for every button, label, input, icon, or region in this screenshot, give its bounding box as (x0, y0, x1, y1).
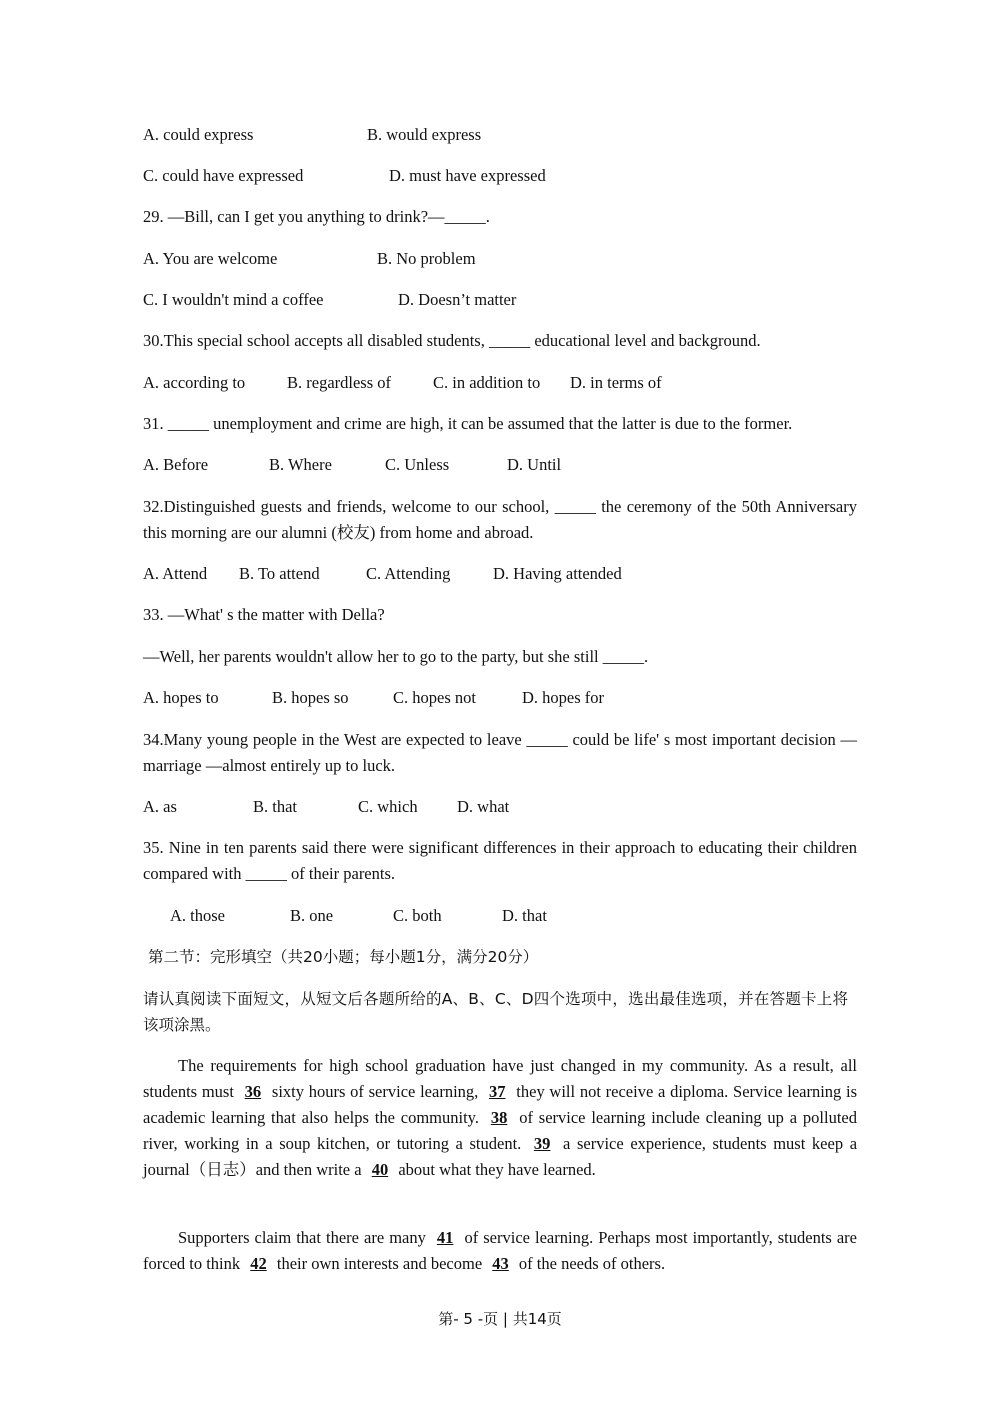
q29-option-b: B. No problem (377, 249, 476, 268)
q28-option-a: A. could express (143, 125, 254, 144)
q30-option-a: A. according to (143, 373, 246, 392)
q29-option-a: A. You are welcome (143, 249, 278, 268)
q33-option-b: B. hopes so (272, 688, 349, 707)
passage-text: they will not receive a diploma. Service learning is academic learning that also helps the community. (143, 1082, 858, 1127)
passage-text: of the needs of others. (518, 1254, 666, 1273)
q33-stem-reply: —Well, her parents wouldn't allow her to go to the party, but she still _____. (143, 647, 649, 666)
blank-40: 40 (371, 1160, 389, 1179)
blank-41: 41 (436, 1228, 454, 1247)
passage-text: Supporters claim that there are many (178, 1228, 426, 1247)
q30-option-c: C. in addition to (433, 373, 541, 392)
q33-option-c: C. hopes not (393, 688, 476, 707)
q32-option-a: A. Attend (143, 564, 208, 583)
q32-stem: 32.Distinguished guests and friends, welcome to our school, _____ the ceremony of the 50th Anniversary this morning are our alumni (校友) from home and abroad. (143, 497, 857, 542)
q33-stem: 33. —What' s the matter with Della? (143, 605, 385, 624)
passage-text: of service learning include cleaning up a polluted river, working in a soup kitchen, or tutoring a student. (143, 1108, 858, 1153)
blank-36: 36 (244, 1082, 262, 1101)
q35-option-b: B. one (290, 906, 334, 925)
q30-stem: 30.This special school accepts all disabled students, _____ educational level and background. (143, 331, 761, 350)
section-heading: 第二节：完形填空（共20小题；每小题1分，满分20分） (148, 948, 539, 966)
q34-option-a: A. as (143, 797, 177, 816)
q33-option-d: D. hopes for (522, 688, 605, 707)
q32-option-b: B. To attend (239, 564, 320, 583)
q28-option-c: C. could have expressed (143, 166, 304, 185)
passage-text: their own interests and become (276, 1254, 483, 1273)
q32-option-c: C. Attending (366, 564, 451, 583)
page-footer: 第- 5 -页 | 共14页 (438, 1310, 562, 1328)
blank-38: 38 (490, 1108, 508, 1127)
passage-paragraph-2 (143, 1225, 857, 1277)
q35-option-a: A. those (170, 906, 225, 925)
q35-option-d: D. that (502, 906, 547, 925)
passage-text: The requirements for high school graduation have just changed in my community. As a result, all students must (143, 1056, 857, 1101)
q28-option-d: D. must have expressed (389, 166, 546, 185)
q31-stem: 31. _____ unemployment and crime are high, it can be assumed that the latter is due to the former. (143, 414, 793, 433)
blank-42: 42 (250, 1254, 267, 1273)
q31-option-b: B. Where (269, 455, 332, 474)
q35-stem: 35. Nine in ten parents said there were significant differences in their approach to educating their children compared with _____ of their parents. (143, 838, 857, 883)
blank-39: 39 (533, 1134, 551, 1153)
passage-text: a service experience, students must keep a journal（日志）and then write a (143, 1134, 858, 1179)
q34-stem: 34.Many young people in the West are expected to leave _____ could be life' s most important decision —marriage —almost entirely up to luck. (143, 730, 857, 775)
passage-text: sixty hours of service learning, (271, 1082, 479, 1101)
q34-option-b: B. that (253, 797, 297, 816)
blank-43: 43 (492, 1254, 509, 1273)
section-instruction: 请认真阅读下面短文，从短文后各题所给的A、B、C、D四个选项中，选出最佳选项，并在答题卡上将该项涂黑。 (143, 990, 848, 1034)
q34-option-c: C. which (358, 797, 418, 816)
q34-option-d: D. what (457, 797, 510, 816)
q30-option-d: D. in terms of (570, 373, 662, 392)
q29-option-d: D. Doesn’t matter (398, 290, 517, 309)
q31-option-d: D. Until (507, 455, 562, 474)
q31-option-c: C. Unless (385, 455, 450, 474)
passage-paragraph-1 (143, 1053, 857, 1183)
q28-option-b: B. would express (367, 125, 482, 144)
blank-37: 37 (489, 1082, 506, 1101)
passage-text: of service learning. Perhaps most importantly, students are forced to think (143, 1228, 858, 1273)
q29-option-c: C. I wouldn't mind a coffee (143, 290, 324, 309)
q31-option-a: A. Before (143, 455, 209, 474)
q35-option-c: C. both (393, 906, 442, 925)
q30-option-b: B. regardless of (287, 373, 392, 392)
passage-text: about what they have learned. (398, 1160, 596, 1179)
q29-stem: 29. —Bill, can I get you anything to drink?—_____. (143, 207, 490, 226)
q32-option-d: D. Having attended (493, 564, 622, 583)
q33-option-a: A. hopes to (143, 688, 219, 707)
